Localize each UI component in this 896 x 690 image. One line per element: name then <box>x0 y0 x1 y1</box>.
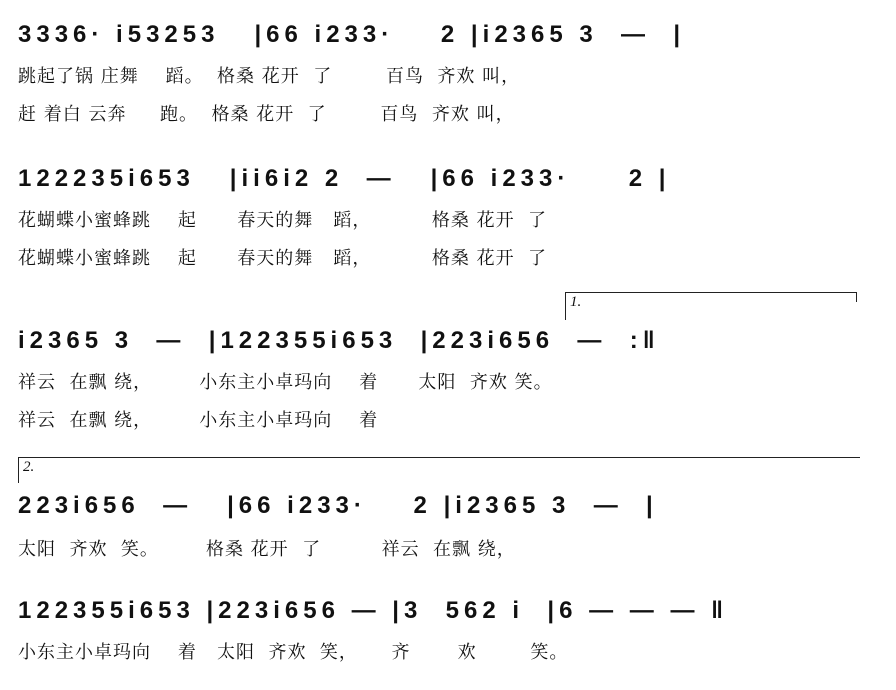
volta-1-bracket <box>565 292 857 293</box>
lyric-line-1a: 跳起了锅 庄舞 蹈。 格桑 花开 了 百鸟 齐欢 叫， <box>18 66 521 87</box>
lyric-line-3b: 祥云 在飘 绕， 小东主小卓玛向 着 <box>18 410 379 431</box>
lyric-line-2a: 花蝴蝶小蜜蜂跳 起 春天的舞 蹈， 格桑 花开 了 <box>18 210 548 231</box>
lyric-line-3a: 祥云 在飘 绕， 小东主小卓玛向 着 太阳 齐欢 笑。 <box>18 372 553 393</box>
lyric-line-2b: 花蝴蝶小蜜蜂跳 起 春天的舞 蹈， 格桑 花开 了 <box>18 248 548 269</box>
volta-2-bracket <box>18 457 860 458</box>
volta-1-label: 1. <box>570 294 582 310</box>
lyric-line-5a: 小东主小卓玛向 着 太阳 齐欢 笑， 齐 欢 笑。 <box>18 642 569 663</box>
lyric-line-4a: 太阳 齐欢 笑。 格桑 花开 了 祥云 在飘 绕， <box>18 539 516 560</box>
notation-line-2: 122235i653 |ii6i2 2 — |66 i233· 2 | <box>18 165 671 192</box>
volta-1-bracket-right <box>856 292 857 302</box>
lyric-line-1b: 赶 着白 云奔 跑。 格桑 花开 了 百鸟 齐欢 叫， <box>18 104 515 125</box>
volta-1-bracket-left <box>565 292 566 320</box>
volta-2-label: 2. <box>23 459 35 475</box>
notation-line-3: i2365 3 — |122355i653 |223i656 — :‖ <box>18 327 660 354</box>
volta-2-bracket-left <box>18 457 19 483</box>
notation-line-1: 3336· i53253 |66 i233· 2 |i2365 3 — | <box>18 21 686 48</box>
notation-line-4: 223i656 — |66 i233· 2 |i2365 3 — | <box>18 492 658 519</box>
notation-line-5: 122355i653 |223i656 — |3 562 i |6 — — — ‖ <box>18 597 729 624</box>
